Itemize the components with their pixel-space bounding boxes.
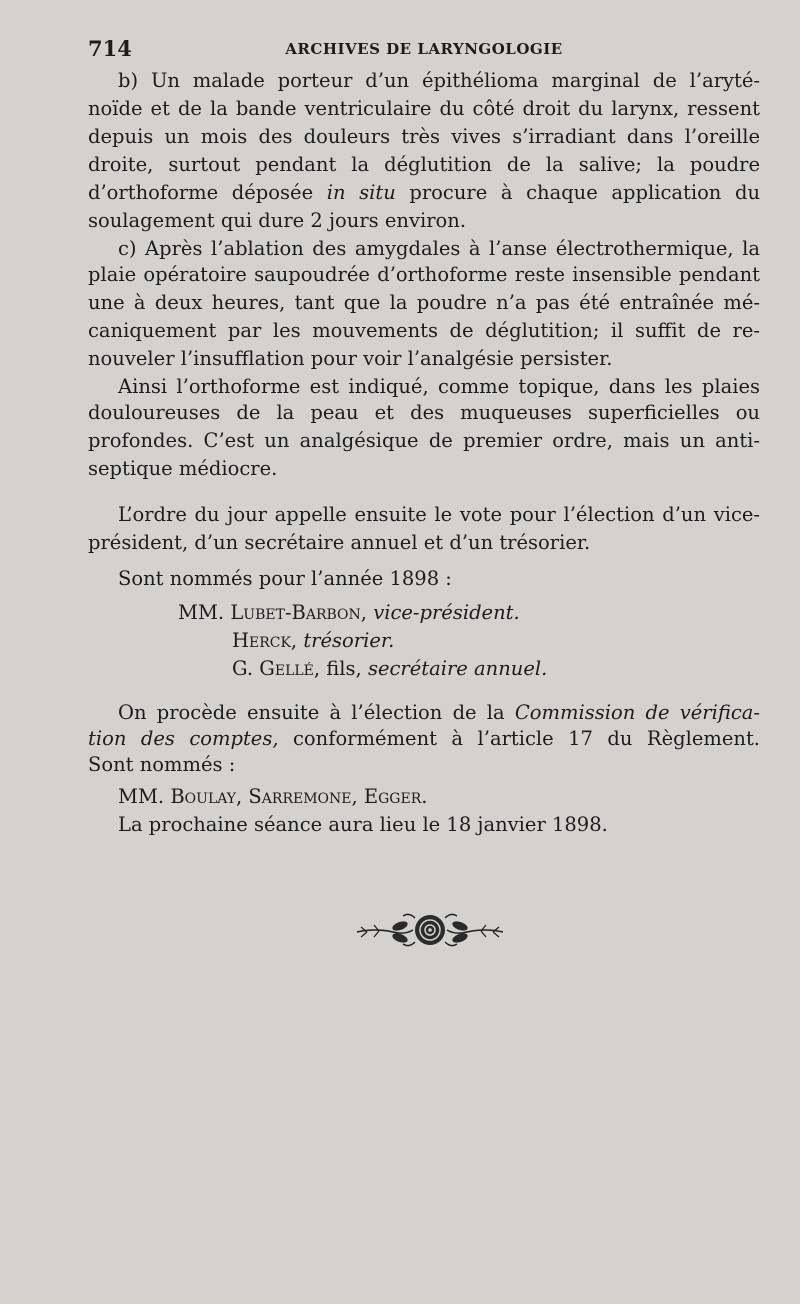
nominee-treasurer [232, 628, 394, 654]
para-commission-line-1 [88, 700, 760, 726]
secretary-role: secrétaire annuel. [367, 657, 548, 680]
commission-members [118, 784, 427, 810]
para-b-line-2: noïde et de la bande ventriculaire du côté droit du larynx, ressent [88, 97, 760, 120]
para-commission-line-3: Sont nommés : [88, 753, 236, 776]
commission-member-names: Boulay, Sarremone, Egger. [170, 785, 428, 808]
next-session: La prochaine séance aura lieu le 18 janvier 1898. [118, 813, 608, 836]
para-commission-line-2 [88, 726, 760, 752]
mm-label: MM. [178, 601, 225, 624]
para-c-line-4: caniquement par les mouvements de déglutition; il suffit de re- [88, 319, 760, 342]
floral-ornament-icon [355, 908, 505, 952]
treasurer-name: Herck, [232, 629, 298, 652]
nominee-vice-president [178, 600, 520, 626]
vice-president-name: Lubet-Barbon, [230, 601, 367, 624]
in-situ-emphasis: in situ [326, 181, 396, 204]
page-number: 714 [88, 36, 132, 61]
commission-title-part-1: Commission de vérifica- [514, 701, 760, 724]
para-ainsi-line-1: Ainsi l’orthoforme est indiqué, comme topique, dans les plaies [118, 375, 760, 398]
para-b-line-3: depuis un mois des douleurs très vives s’irradiant dans l’oreille [88, 125, 760, 148]
para-c-line-1: c) Après l’ablation des amygdales à l’anse électrothermique, la [118, 237, 760, 260]
para-b-line-6: soulagement qui dure 2 jours environ. [88, 209, 467, 232]
commission-title-part-2: tion des comptes, [88, 727, 279, 750]
para-ainsi-line-2: douloureuses de la peau et des muqueuses superficielles ou [88, 401, 760, 424]
para-ainsi-line-4: septique médiocre. [88, 457, 278, 480]
para-ordre-line-2: président, d’un secrétaire annuel et d’un trésorier. [88, 531, 591, 554]
mm-label-commission: MM. [118, 785, 165, 808]
para-c-line-5: nouveler l’insufflation pour voir l’analgésie persister. [88, 347, 613, 370]
secretary-fils: fils, [326, 657, 362, 680]
commission-line-2-post: conformément à l’article 17 du Règlement. [278, 727, 761, 750]
page-header [88, 36, 760, 60]
nominee-secretary [232, 656, 547, 682]
running-title: ARCHIVES DE LARYNGOLOGIE [285, 40, 563, 58]
para-c-line-3: une à deux heures, tant que la poudre n’a pas été entraînée mé- [88, 291, 760, 314]
sont-nommes-1898: Sont nommés pour l’année 1898 : [118, 567, 452, 590]
secretary-name: G. Gellé, [232, 657, 321, 680]
para-b-line-5-post: procure à chaque application du [395, 181, 761, 204]
treasurer-role: trésorier. [303, 629, 395, 652]
para-b-line-4: droite, surtout pendant la déglutition de la salive; la poudre [88, 153, 760, 176]
para-ainsi-line-3: profondes. C’est un analgésique de premier ordre, mais un anti- [88, 429, 760, 452]
para-b-line-5-pre: d’orthoforme déposée [88, 181, 327, 204]
commission-line-1-pre: On procède ensuite à l’élection de la [118, 701, 515, 724]
para-b-line-5 [88, 180, 760, 206]
para-ordre-line-1: L’ordre du jour appelle ensuite le vote pour l’élection d’un vice- [118, 503, 760, 526]
para-c-line-2: plaie opératoire saupoudrée d’orthoforme reste insensible pendant [88, 263, 760, 286]
para-b-line-1: b) Un malade porteur d’un épithélioma marginal de l’aryté- [118, 69, 760, 92]
vice-president-role: vice-président. [373, 601, 520, 624]
